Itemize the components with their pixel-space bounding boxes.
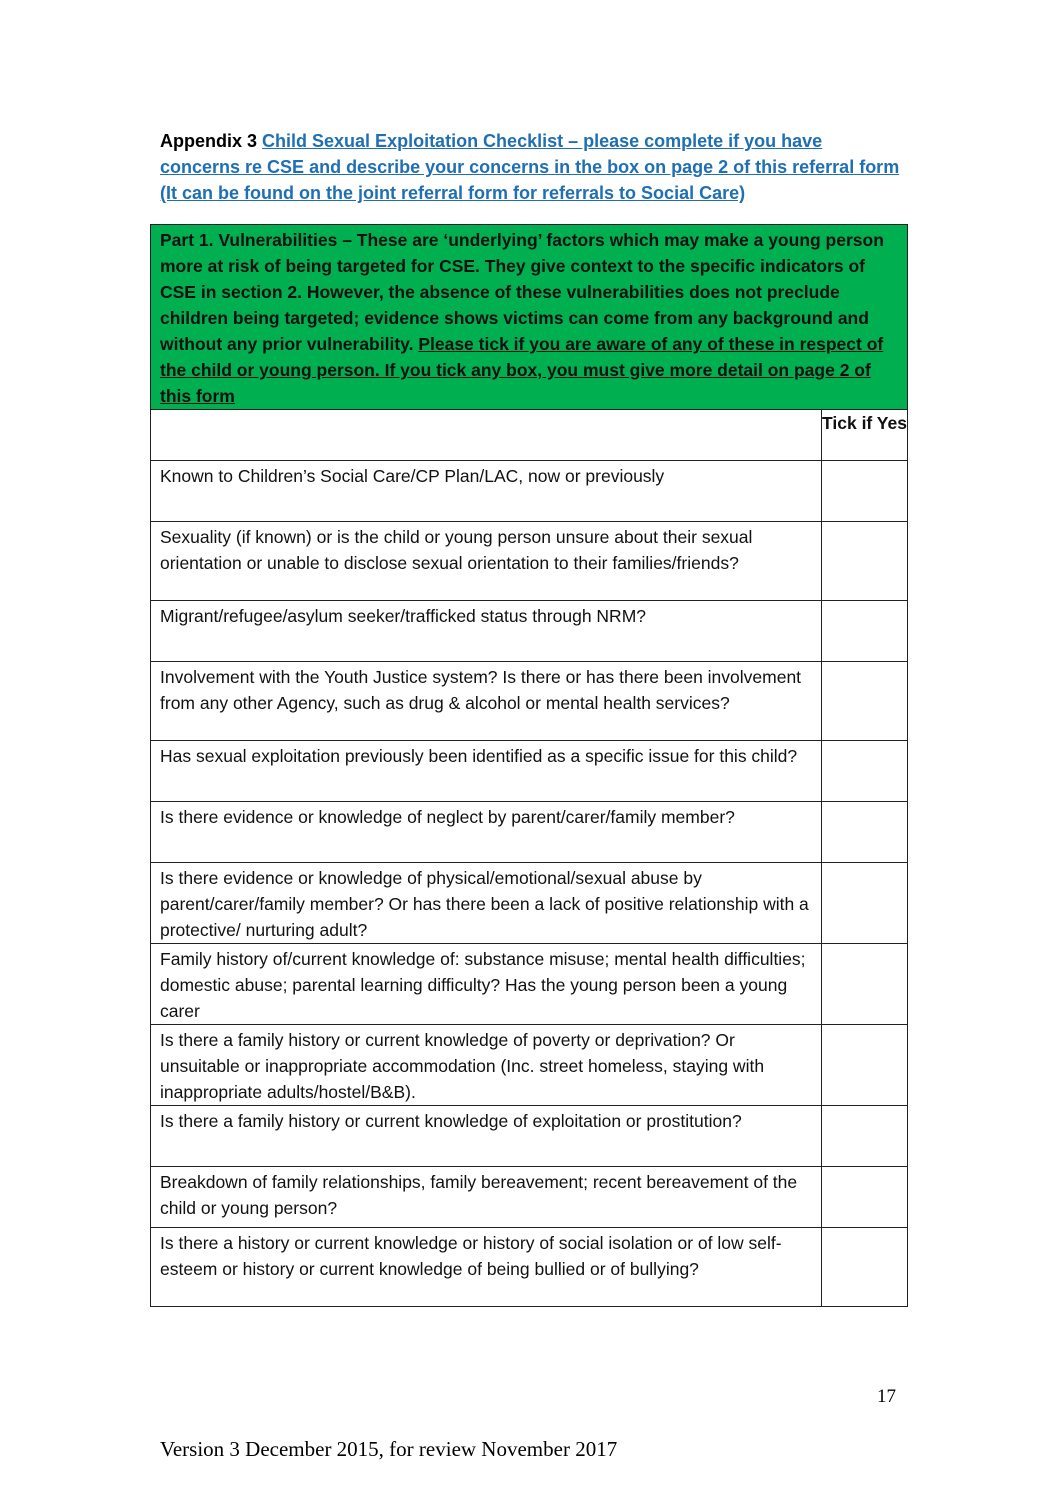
version-footer: Version 3 December 2015, for review November 2017 <box>160 1437 618 1461</box>
table-row <box>151 1228 908 1307</box>
question-cell: Family history of/current knowledge of: substance misuse; mental health difficulties; domestic abuse; parental learning difficulty? Has the young person been a young carer <box>151 944 822 1025</box>
tick-box[interactable] <box>822 461 908 522</box>
part1-intro-text: Part 1. Vulnerabilities – These are ‘underlying’ factors which may make a young person more at risk of being targeted for CSE. They give context to the specific indicators of CSE in section 2. However, the absence of these vulnerabilities does not preclude children being targeted; evidence shows victims can come from any background and without any prior vulnerability. <box>160 230 884 354</box>
table-row <box>151 1025 908 1106</box>
question-cell: Is there a history or current knowledge or history of social isolation or of low self-esteem or history or current knowledge of being bullied or of bullying? <box>151 1228 822 1307</box>
page-number: 17 <box>877 1386 896 1407</box>
tick-box[interactable] <box>822 944 908 1025</box>
table-row <box>151 1106 908 1167</box>
table-row <box>151 944 908 1025</box>
question-cell: Sexuality (if known) or is the child or young person unsure about their sexual orientation or unable to disclose sexual orientation to their families/friends? <box>151 522 822 601</box>
appendix-heading <box>160 128 900 206</box>
question-cell: Has sexual exploitation previously been identified as a specific issue for this child? <box>151 741 822 802</box>
tick-if-yes-header <box>822 410 908 461</box>
table-row <box>151 802 908 863</box>
tick-box[interactable] <box>822 802 908 863</box>
tick-box[interactable] <box>822 863 908 944</box>
question-cell: Is there a family history or current knowledge of exploitation or prostitution? <box>151 1106 822 1167</box>
table-row <box>151 863 908 944</box>
part1-instruction: Please tick if you are aware of any of these in respect of the child or young person. If you tick any box, you must give more detail on page 2 of this form <box>160 334 884 406</box>
tick-header-label: Tick if Yes <box>822 413 907 433</box>
tick-box[interactable] <box>822 741 908 802</box>
appendix-label: Appendix 3 <box>160 131 258 151</box>
table-row <box>151 662 908 741</box>
header-row <box>151 410 908 461</box>
question-cell: Breakdown of family relationships, family bereavement; recent bereavement of the child or young person? <box>151 1167 822 1228</box>
tick-box[interactable] <box>822 1025 908 1106</box>
table-row <box>151 1167 908 1228</box>
part1-intro-cell <box>151 225 908 410</box>
question-cell: Is there evidence or knowledge of physical/emotional/sexual abuse by parent/carer/family member? Or has there been a lack of positive relationship with a protective/ nurturing adult? <box>151 863 822 944</box>
table-row <box>151 601 908 662</box>
cse-vulnerabilities-table <box>150 224 908 1307</box>
tick-box[interactable] <box>822 1228 908 1307</box>
intro-row <box>151 225 908 410</box>
table-row <box>151 522 908 601</box>
tick-box[interactable] <box>822 522 908 601</box>
table-row <box>151 461 908 522</box>
tick-box[interactable] <box>822 601 908 662</box>
question-cell: Known to Children’s Social Care/CP Plan/LAC, now or previously <box>151 461 822 522</box>
question-cell: Involvement with the Youth Justice system? Is there or has there been involvement from any other Agency, such as drug & alcohol or mental health services? <box>151 662 822 741</box>
checklist-title-link[interactable]: Child Sexual Exploitation Checklist – please complete if you have concerns re CSE and describe your concerns in the box on page 2 of this referral form (It can be found on the joint referral form for referrals to Social Care) <box>160 131 900 203</box>
tick-box[interactable] <box>822 1167 908 1228</box>
tick-box[interactable] <box>822 662 908 741</box>
question-cell: Is there a family history or current knowledge of poverty or deprivation? Or unsuitable or inappropriate accommodation (Inc. street homeless, staying with inappropriate adults/hostel/B&B). <box>151 1025 822 1106</box>
question-cell: Migrant/refugee/asylum seeker/trafficked status through NRM? <box>151 601 822 662</box>
header-empty-cell <box>151 410 822 461</box>
question-cell: Is there evidence or knowledge of neglect by parent/carer/family member? <box>151 802 822 863</box>
table-row <box>151 741 908 802</box>
tick-box[interactable] <box>822 1106 908 1167</box>
